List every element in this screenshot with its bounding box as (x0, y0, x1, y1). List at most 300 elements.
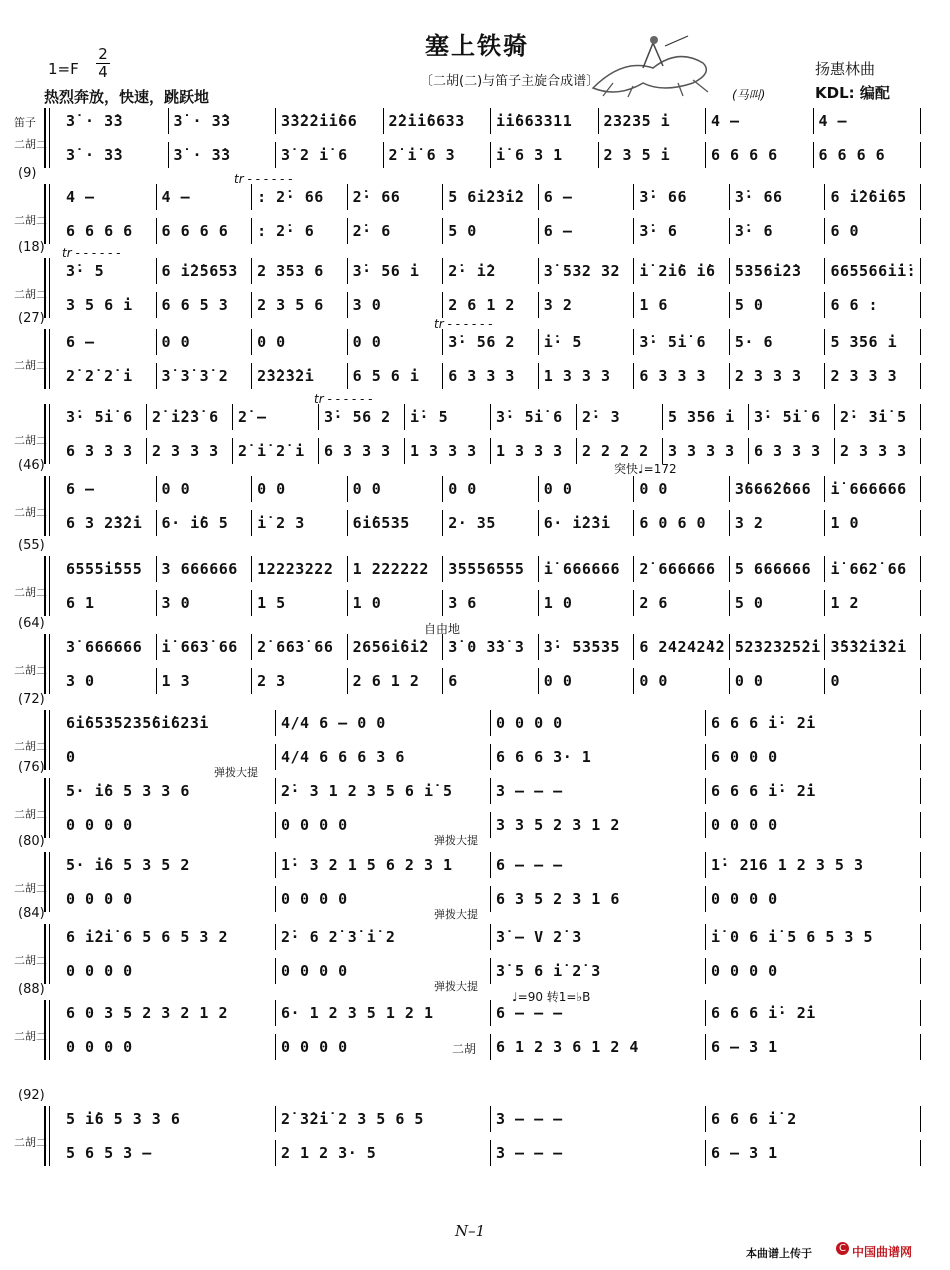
barline (146, 404, 147, 430)
measure-notes: 2 3 5 i̇ (603, 146, 671, 164)
barline (442, 329, 443, 355)
barline (834, 404, 835, 430)
measure-notes: 6 6 : (830, 296, 879, 314)
barline (705, 886, 706, 912)
pluck-marking: 弹拨大提 (214, 766, 258, 779)
barline (633, 668, 634, 694)
barline (251, 292, 252, 318)
staff-row-top (60, 262, 926, 284)
barline (490, 1106, 491, 1132)
barline (538, 510, 539, 536)
staff-row-top (60, 112, 926, 134)
barline (251, 634, 252, 660)
barline (920, 886, 921, 912)
staff-row-bottom (60, 442, 926, 464)
measure-notes: 3 666666 (161, 560, 238, 578)
staff-row-bottom (60, 1144, 926, 1166)
measure-notes: 3̇· 56 2̇ (324, 408, 391, 426)
staff-label-erhu2: 二胡二 (14, 288, 47, 301)
measure-notes: 5 0 (734, 594, 764, 612)
barline (705, 710, 706, 736)
barline (729, 292, 730, 318)
measure-notes: i̇· 5 (543, 333, 582, 351)
staff-row-top (60, 782, 926, 804)
barline (920, 590, 921, 616)
system-brace-inner (49, 476, 50, 536)
score-title: 塞上铁骑 (425, 31, 529, 60)
barline (442, 363, 443, 389)
page-number: N–1 (455, 1222, 486, 1240)
barline (275, 108, 276, 134)
measure-notes: 6 – 3 1 (711, 1144, 778, 1162)
measure-notes: 3 3 5 2 3 1 2 (496, 816, 620, 834)
measure-notes: 3̇ · 3̇3̇ (173, 112, 231, 130)
barline (920, 292, 921, 318)
system-brace-inner (49, 258, 50, 318)
measure-number: (80) (18, 834, 45, 849)
barline (442, 184, 443, 210)
measure-notes: 3̇ 0 3̇3̇ 3̇ (448, 638, 525, 656)
barline (442, 218, 443, 244)
pluck-marking: 弹拨大提 (434, 980, 478, 993)
measure-notes: 2̇ i̇ 2̇ i̇ (238, 442, 305, 460)
tempo-marking: 热烈奔放，快速，跳跃地 (44, 88, 210, 106)
system-brace-inner (49, 108, 50, 168)
measure-number: (72) (18, 692, 45, 707)
barline (538, 556, 539, 582)
barline (275, 710, 276, 736)
measure-notes: 6i̇6535 (352, 514, 410, 532)
barline (156, 258, 157, 284)
barline (318, 404, 319, 430)
measure-notes: 3̇ 5 6 i̇ 2̇ 3̇ (496, 962, 601, 980)
measure-number: (92) (18, 1088, 45, 1103)
measure-notes: 6 i̇2̇5653 (161, 262, 238, 280)
barline (490, 958, 491, 984)
barline (490, 886, 491, 912)
measure-notes: 6 3 3 3 (639, 367, 707, 385)
measure-notes: 6 i̇2̇6i̇65 (830, 188, 907, 206)
barline (834, 438, 835, 464)
measure-notes: 2 3 3 3 (734, 367, 802, 385)
staff-row-bottom (60, 890, 926, 912)
measure-notes: 6 0 3 5 2 3 2 1 2 (66, 1004, 229, 1022)
barline (442, 590, 443, 616)
staff-row-bottom (60, 296, 926, 318)
measure-notes: 6 3 5 2 3 1 6 (496, 890, 620, 908)
system-brace-inner (49, 556, 50, 616)
barline (705, 778, 706, 804)
measure-notes: 3 – – – (496, 1110, 563, 1128)
barline (538, 634, 539, 660)
measure-notes: 0 0 (543, 480, 573, 498)
arranger: KDL: 编配 (815, 84, 890, 102)
barline (251, 590, 252, 616)
staff-row-bottom (60, 816, 926, 838)
barline (920, 668, 921, 694)
staff-row-bottom (60, 962, 926, 984)
measure-notes: 0 0 0 0 (496, 714, 563, 732)
barline (156, 556, 157, 582)
measure-notes: 3 5 6 i̇ (66, 296, 133, 314)
measure-notes: 3̇ · 3̇3̇ (66, 146, 124, 164)
composer: 扬惠林曲 (815, 60, 876, 78)
barline (156, 476, 157, 502)
barline (824, 329, 825, 355)
barline (168, 108, 169, 134)
measure-notes: 35556555 (448, 560, 525, 578)
barline (251, 258, 252, 284)
measure-number: (55) (18, 538, 45, 553)
barline (813, 108, 814, 134)
staff-row-top (60, 480, 926, 502)
measure-notes: 3̇· 66 (734, 188, 783, 206)
barline (633, 510, 634, 536)
measure-notes: 3 0 (66, 672, 95, 690)
barline (824, 668, 825, 694)
barline (347, 292, 348, 318)
barline (920, 1106, 921, 1132)
horse-neigh-annotation: (马叫) (732, 88, 766, 102)
measure-notes: 3̇· 6 (639, 222, 678, 240)
barline (920, 329, 921, 355)
measure-notes: 3̇ 2 i̇ 6 (281, 146, 348, 164)
barline (920, 1140, 921, 1166)
system-brace (44, 404, 46, 464)
measure-notes: 0 0 0 0 (281, 962, 348, 980)
barline (633, 363, 634, 389)
barline (275, 778, 276, 804)
measure-notes: 12223222 (257, 560, 334, 578)
measure-notes: 6 0 6 0 (639, 514, 707, 532)
measure-notes: 3̇· 5 (66, 262, 105, 280)
system-brace (44, 1000, 46, 1060)
measure-notes: : 2̇· 6 (257, 222, 315, 240)
trill-marking: tr - - - - - - (234, 172, 293, 186)
system-brace (44, 852, 46, 912)
barline (729, 556, 730, 582)
measure-notes: 4/4 6 – 0 0 (281, 714, 386, 732)
measure-notes: 2̇ 3̇2̇i̇ 2 3 5 6 5 (281, 1110, 424, 1128)
staff-row-bottom (60, 514, 926, 536)
staff-row-top (60, 856, 926, 878)
system-brace (44, 476, 46, 536)
score-system (14, 1088, 926, 1174)
barline (318, 438, 319, 464)
measure-notes: 3̇· 5i̇ 6 (66, 408, 133, 426)
barline (824, 590, 825, 616)
measure-notes: 3̇· 53535 (543, 638, 621, 656)
barline (920, 404, 921, 430)
measure-notes: 3 0 (161, 594, 191, 612)
system-brace (44, 184, 46, 244)
barline (275, 812, 276, 838)
measure-notes: 3̇ · 3̇3̇ (173, 146, 231, 164)
measure-notes: 2 3 3 3 (152, 442, 219, 460)
barline (813, 142, 814, 168)
measure-notes: 3̇ 532 32 (543, 262, 621, 280)
barline (442, 292, 443, 318)
barline (251, 363, 252, 389)
measure-notes: 3̇ · 3̇3̇ (66, 112, 124, 130)
measure-notes: 3̇3̇2̇2̇i̇i̇66 (281, 112, 358, 130)
barline (232, 404, 233, 430)
barline (748, 438, 749, 464)
measure-notes: 5· i̇6 5 3 3 6 (66, 782, 190, 800)
measure-notes: 3̇· 5i̇ 6 (496, 408, 563, 426)
barline (347, 258, 348, 284)
barline (251, 668, 252, 694)
barline (490, 404, 491, 430)
barline (633, 556, 634, 582)
barline (824, 363, 825, 389)
barline (490, 438, 491, 464)
barline (251, 556, 252, 582)
barline (383, 108, 384, 134)
measure-notes: 2̇· 3̇i̇ 5 (840, 408, 907, 426)
measure-notes: 6 1 (66, 594, 95, 612)
barline (576, 438, 577, 464)
measure-notes: 0 0 (257, 333, 286, 351)
barline (633, 218, 634, 244)
measure-notes: 6 1 2 3 6 1 2 4 (496, 1038, 639, 1056)
barline (347, 184, 348, 210)
staff-row-bottom (60, 222, 926, 244)
measure-notes: 0 0 0 0 (281, 816, 348, 834)
measure-number: (9) (18, 166, 37, 181)
barline (275, 886, 276, 912)
measure-notes: 6555i̇555 (66, 560, 143, 578)
barline (748, 404, 749, 430)
barline (490, 924, 491, 950)
measure-number: (27) (18, 311, 45, 326)
barline (729, 476, 730, 502)
barline (347, 590, 348, 616)
measure-notes: i̇ 662̇ 66 (830, 560, 907, 578)
staff-row-bottom (60, 672, 926, 694)
barline (275, 142, 276, 168)
measure-notes: 2̇· 3 1 2 3 5 6 i̇ 5 (281, 782, 453, 800)
measure-notes: i̇· 5 (410, 408, 449, 426)
barline (538, 218, 539, 244)
measure-notes: 2 3 3 3 (840, 442, 907, 460)
measure-notes: 665566i̇i̇: (830, 262, 916, 280)
measure-notes: 5 0 (448, 222, 477, 240)
barline (920, 142, 921, 168)
staff-label-top: 笛子 (14, 116, 36, 129)
measure-notes: 1 0 (543, 594, 573, 612)
measure-notes: 1 6 (639, 296, 668, 314)
barline (729, 510, 730, 536)
measure-notes: 1̇· 216 1 2 3 5 3 (711, 856, 864, 874)
measure-notes: 3 0 (352, 296, 382, 314)
measure-notes: 6 24242̇4̇2̇ (639, 638, 725, 656)
measure-notes: 0 0 0 0 (711, 962, 778, 980)
barline (705, 852, 706, 878)
barline (275, 1000, 276, 1026)
barline (347, 363, 348, 389)
system-brace-inner (49, 404, 50, 464)
measure-notes: 5 6i̇2̇3̇i̇2̇ (448, 188, 525, 206)
staff-row-top (60, 1110, 926, 1132)
upload-source-text: 本曲谱上传于 (746, 1247, 812, 1260)
barline (729, 634, 730, 660)
staff-label-erhu2: 二胡二 (14, 434, 47, 447)
time-signature (96, 46, 110, 81)
system-brace (44, 329, 46, 389)
measure-notes: 2 6 1 2 (352, 672, 420, 690)
barline (156, 510, 157, 536)
barline (490, 1140, 491, 1166)
barline (538, 258, 539, 284)
barline (920, 744, 921, 770)
barline (920, 438, 921, 464)
key-signature: 1=F (48, 60, 79, 78)
barline (662, 404, 663, 430)
measure-notes: 0 (830, 672, 840, 690)
barline (920, 634, 921, 660)
measure-notes: i̇ 2 3 (257, 514, 305, 532)
measure-notes: 5· 6 (734, 333, 773, 351)
barline (920, 710, 921, 736)
barline (347, 634, 348, 660)
measure-notes: 1 3 3 3 (496, 442, 563, 460)
system-brace-inner (49, 634, 50, 694)
barline (275, 1034, 276, 1060)
measure-notes: 3̇ 666666 (66, 638, 143, 656)
measure-notes: 0 0 0 0 (66, 890, 133, 908)
measure-notes: : 2̇· 66 (257, 188, 324, 206)
time-sig-numerator: 2 (98, 45, 108, 63)
staff-label-erhu2: 二胡二 (14, 954, 47, 967)
staff-label-erhu2: 二胡二 (14, 808, 47, 821)
measure-notes: 0 0 (352, 333, 382, 351)
staff-label-erhu2: 二胡二 (14, 1030, 47, 1043)
barline (156, 292, 157, 318)
barline (442, 258, 443, 284)
barline (232, 438, 233, 464)
measure-notes: 3̇· 56 2̇ (448, 333, 515, 351)
staff-row-bottom (60, 748, 926, 770)
barline (920, 778, 921, 804)
barline (251, 510, 252, 536)
score-system (14, 392, 926, 472)
measure-notes: 5 i̇6 5 3 3 6 (66, 1110, 181, 1128)
site-logo-icon: C (836, 1242, 849, 1255)
barline (920, 556, 921, 582)
measure-notes: 0 0 (448, 480, 477, 498)
staff-label-erhu2: 二胡二 (14, 214, 47, 227)
measure-notes: 6 (448, 672, 458, 690)
measure-notes: 2̇ 2̇ 2̇ i̇ (66, 367, 133, 385)
barline (705, 812, 706, 838)
barline (442, 510, 443, 536)
barline (920, 812, 921, 838)
horse-rider-illustration (583, 28, 723, 98)
measure-notes: 0 0 0 0 (66, 962, 133, 980)
barline (824, 634, 825, 660)
barline (538, 590, 539, 616)
measure-notes: 4 – (66, 188, 95, 206)
measure-notes: 3̇· 5i̇ 6 (639, 333, 707, 351)
barline (824, 510, 825, 536)
barline (347, 218, 348, 244)
barline (729, 363, 730, 389)
staff-label-erhu2: 二胡二 (14, 586, 47, 599)
barline (920, 852, 921, 878)
barline (705, 142, 706, 168)
score-system (14, 458, 926, 544)
measure-notes: 3̇· 5i̇ 6 (754, 408, 821, 426)
measure-notes: 3̇· 66 (639, 188, 687, 206)
barline (705, 958, 706, 984)
time-sig-denominator: 4 (98, 63, 108, 81)
barline (275, 1140, 276, 1166)
barline (347, 556, 348, 582)
barline (729, 668, 730, 694)
barline (347, 476, 348, 502)
barline (920, 476, 921, 502)
measure-notes: 0 0 0 0 (66, 1038, 133, 1056)
staff-row-top (60, 560, 926, 582)
barline (156, 218, 157, 244)
barline (633, 590, 634, 616)
score-system (14, 760, 926, 847)
measure-notes: i̇ 2i̇6 i̇6 (639, 262, 716, 280)
measure-number: (76) (18, 760, 45, 775)
measure-notes: 3̇666̇2̇666̇ (734, 480, 812, 498)
barline (538, 668, 539, 694)
tempo-change-marking: 突快♩=172 (614, 462, 677, 476)
measure-notes: 0 0 0 0 (281, 1038, 348, 1056)
barline (729, 590, 730, 616)
system-brace (44, 778, 46, 838)
measure-notes: 0 0 0 0 (711, 816, 778, 834)
measure-notes: 0 0 (352, 480, 382, 498)
barline (920, 924, 921, 950)
measure-notes: 2̇· i̇2̇ (448, 262, 496, 280)
measure-notes: 6· i̇6 5 (161, 514, 229, 532)
barline (168, 142, 169, 168)
erhu-entry-label: 二胡 (452, 1042, 477, 1056)
system-brace-inner (49, 1000, 50, 1060)
measure-notes: 6 6 6 6 (818, 146, 886, 164)
measure-notes: i̇ 663̇ 66 (161, 638, 238, 656)
barline (729, 329, 730, 355)
staff-row-bottom (60, 146, 926, 168)
measure-notes: 6· 1 2 3 5 1 2 1 (281, 1004, 434, 1022)
measure-notes: 5 0 (734, 296, 764, 314)
staff-label-erhu2: 二胡二 (14, 1136, 47, 1149)
measure-notes: 6 – 3 1 (711, 1038, 778, 1056)
barline (275, 1106, 276, 1132)
barline (705, 1000, 706, 1026)
measure-notes: 0 0 (543, 672, 573, 690)
barline (251, 184, 252, 210)
barline (705, 924, 706, 950)
measure-notes: 6 6 6 3· 1 (496, 748, 592, 766)
barline (705, 744, 706, 770)
measure-notes: 6 – (66, 480, 95, 498)
barline (275, 958, 276, 984)
measure-notes: 6 6 6 i̇· 2̇i̇ (711, 782, 816, 800)
barline (490, 778, 491, 804)
measure-notes: 0 (66, 748, 76, 766)
measure-notes: 1 5 (257, 594, 286, 612)
barline (920, 218, 921, 244)
score-system (14, 616, 926, 702)
staff-row-top (60, 928, 926, 950)
